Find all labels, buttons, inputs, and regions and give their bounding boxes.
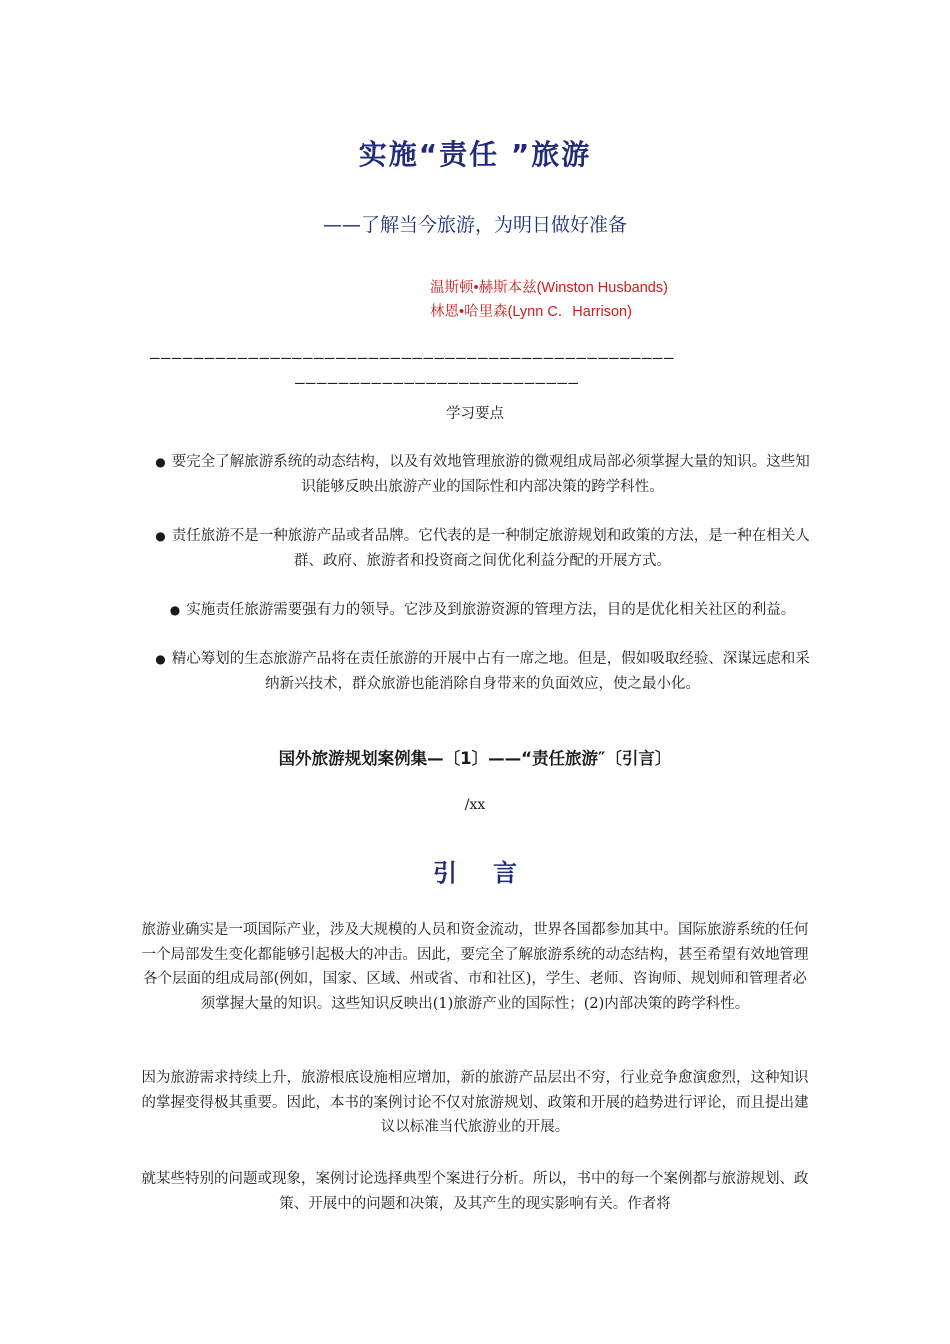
document-subtitle: ——了解当今旅游，为明日做好准备 (322, 214, 627, 236)
list-item: ● 要完全了解旅游系统的动态结构，以及有效地管理旅游的微观组成局部必须掌握大量的知识。这些知识能够反映出旅游产业的国际性和内部决策的跨学科性。 (155, 454, 810, 495)
list-item: ● 精心筹划的生态旅游产品将在责任旅游的开展中占有一席之地。但是，假如吸取经验、深谋远虑和采纳新兴技术，群众旅游也能消除自身带来的负面效应，使之最小化。 (155, 651, 810, 692)
key-points-heading: 学习要点 (446, 406, 504, 422)
bullet-icon: ● (155, 455, 166, 469)
author-line: 林恩•哈里森(Lynn C．Harrison) (430, 304, 632, 320)
list-item: ● 责任旅游不是一种旅游产品或者品牌。它代表的是一种制定旅游规划和政策的方法，是一种在相关人群、政府、旅游者和投资商之间优化利益分配的开展方式。 (155, 528, 810, 569)
body-paragraph: 旅游业确实是一项国际产业，涉及大规模的人员和资金流动，世界各国都参加其中。国际旅游系统的任何一个局部发生变化都能够引起极大的冲击。因此，要完全了解旅游系统的动态结构，甚至希望有效地管理各个层面的组成局部(例如，国家、区域、州或省、市和社区)，学生、老师、咨询师、规划师和管理者必须掌握大量的知识。这些知识反映出(1)旅游产业的国际性；(2)内部决策的跨学科性。 (141, 922, 809, 1012)
body-paragraph: 因为旅游需求持续上升，旅游根底设施相应增加，新的旅游产品层出不穷，行业竞争愈演愈烈，这种知识的掌握变得极其重要。因此，本书的案例讨论不仅对旅游规划、政策和开展的趋势进行评论，而且提出建议以标准当代旅游业的开展。 (141, 1070, 809, 1135)
slash-text: /xx (464, 797, 486, 813)
section-title: 国外旅游规划案例集—〔1〕——“责任旅游″〔引言〕 (278, 749, 672, 768)
document-title: 实施“责任 ”旅游 (358, 138, 592, 171)
key-points-list (150, 450, 815, 721)
bullet-icon: ● (155, 652, 166, 666)
intro-heading: 引言 (433, 859, 553, 887)
body-paragraph: 就某些特别的问题或现象，案例讨论选择典型个案进行分析。所以，书中的每一个案例都与旅游规划、政策、开展中的问题和决策，及其产生的现实影响有关。作者将 (141, 1171, 809, 1212)
bullet-icon: ● (169, 603, 181, 617)
list-item: ● 实施责任旅游需要强有力的领导。它涉及到旅游资源的管理方法，目的是优化相关社区的利益。 (169, 602, 796, 618)
author-line: 温斯顿•赫斯本兹(Winston Husbands) (430, 280, 668, 296)
separator-line: —————————————————————————— (295, 373, 580, 392)
separator-line: ———————————————————————————————————————————————— (150, 348, 675, 367)
authors-block (430, 276, 668, 324)
bullet-icon: ● (155, 529, 166, 543)
